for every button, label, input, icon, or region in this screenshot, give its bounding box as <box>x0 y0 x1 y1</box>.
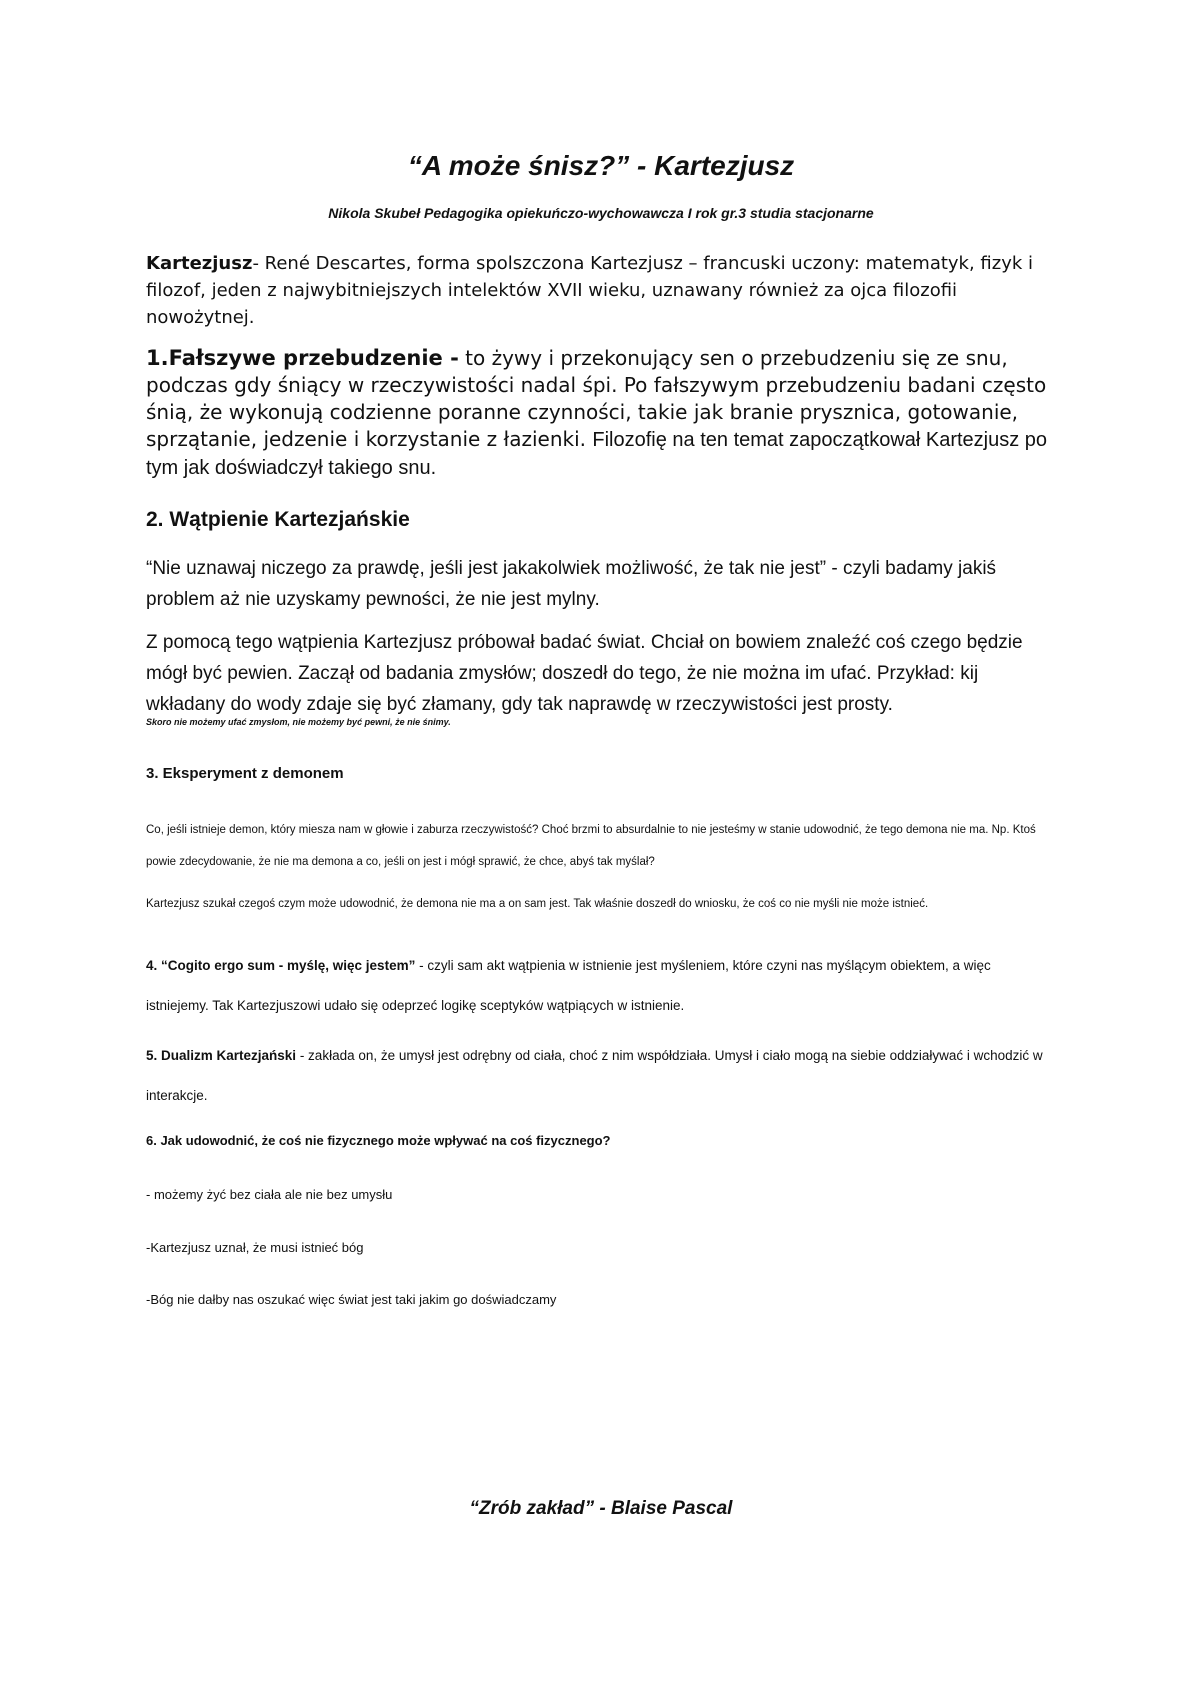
section-3-paragraph: Co, jeśli istnieje demon, który miesza nam w głowie i zaburza rzeczywistość? Choć brzmi to absurdalnie to nie jesteśmy w stanie udowodnić, że tego demona nie ma. Np. Ktoś powie zdecydowanie, że nie ma demona a co, jeśli on jest i mógł sprawić, że chce, abyś tak myślał? <box>146 824 1036 868</box>
section-6-heading: 6. Jak udowodnić, że coś nie fizycznego może wpływać na coś fizycznego? <box>146 1133 611 1148</box>
section-3-paragraph-2: Kartezjusz szukał czegoś czym może udowodnić, że demona nie ma a on sam jest. Tak właśnie doszedł do wniosku, że coś co nie myśli nie może istnieć. <box>146 898 929 910</box>
section-4-heading: 4. “Cogito ergo sum - myślę, więc jestem” <box>146 958 416 973</box>
section-5-paragraph <box>146 1036 1056 1116</box>
section-1-text-2: Filozofię na ten temat zapoczątkował Kartezjusz po tym jak doświadczył takiego snu. <box>146 429 1048 479</box>
section-4-text: - czyli sam akt wątpienia w istnienie jest myśleniem, które czyni nas myślącym obiektem, a więc istniejemy. Tak Kartezjuszowi udało się odeprzeć logikę sceptyków wątpiących w istnienie. <box>146 958 991 1013</box>
intro-paragraph <box>146 250 1056 331</box>
section-5-text: - zakłada on, że umysł jest odrębny od ciała, choć z nim współdziała. Umysł i ciało mogą na siebie oddziaływać i wchodzić w interakcje. <box>146 1048 1043 1103</box>
footer-title: “Zrób zakład” - Blaise Pascal <box>469 1498 733 1519</box>
section-1-text: to żywy i przekonujący sen o przebudzeniu się ze snu, podczas gdy śniący w rzeczywistości nadal śpi. Po fałszywym przebudzeniu badani często śnią, że wykonują codzienne poranne czynności, takie jak branie prysznica, gotowanie, sprzątanie, jedzenie i korzystanie z łazienki. <box>146 346 1047 451</box>
section-2-heading: 2. Wątpienie Kartezjańskie <box>146 508 410 531</box>
section-4-paragraph <box>146 946 1056 1026</box>
section-3-heading: 3. Eksperyment z demonem <box>146 765 344 782</box>
section-2-note: Skoro nie możemy ufać zmysłom, nie możemy być pewni, że nie śnimy. <box>146 717 451 727</box>
intro-text: - René Descartes, forma spolszczona Kartezjusz – francuski uczony: matematyk, fizyk i filozof, jeden z najwybitniejszych intelektów XVII wieku, uznawany również za ojca filozofii nowożytnej. <box>146 253 1034 328</box>
section-5-heading: 5. Dualizm Kartezjański <box>146 1048 297 1063</box>
intro-term: Kartezjusz <box>146 253 253 274</box>
section-2-paragraph: Z pomocą tego wątpienia Kartezjusz próbował badać świat. Chciał on bowiem znaleźć coś czego będzie mógł być pewien. Zaczął od badania zmysłów; doszedł do tego, że nie można im ufać. Przykład: kij wkładany do wody zdaje się być złamany, gdy tak naprawdę w rzeczywistości jest prosty. <box>146 632 1023 715</box>
document-subtitle: Nikola Skubeł Pedagogika opiekuńczo-wychowawcza I rok gr.3 studia stacjonarne <box>328 205 874 221</box>
list-item: -Kartezjusz uznał, że musi istnieć bóg <box>146 1240 364 1255</box>
list-item: -Bóg nie dałby nas oszukać więc świat jest taki jakim go doświadczamy <box>146 1292 557 1307</box>
list-item: - możemy żyć bez ciała ale nie bez umysłu <box>146 1187 393 1202</box>
document-title: “A może śnisz?” - Kartezjusz <box>407 150 795 181</box>
section-1-paragraph <box>146 345 1056 482</box>
section-2-quote: “Nie uznawaj niczego za prawdę, jeśli jest jakakolwiek możliwość, że tak nie jest” - czyli badamy jakiś problem aż nie uzyskamy pewności, że nie jest mylny. <box>146 558 997 610</box>
section-1-heading: 1.Fałszywe przebudzenie - <box>146 346 459 370</box>
